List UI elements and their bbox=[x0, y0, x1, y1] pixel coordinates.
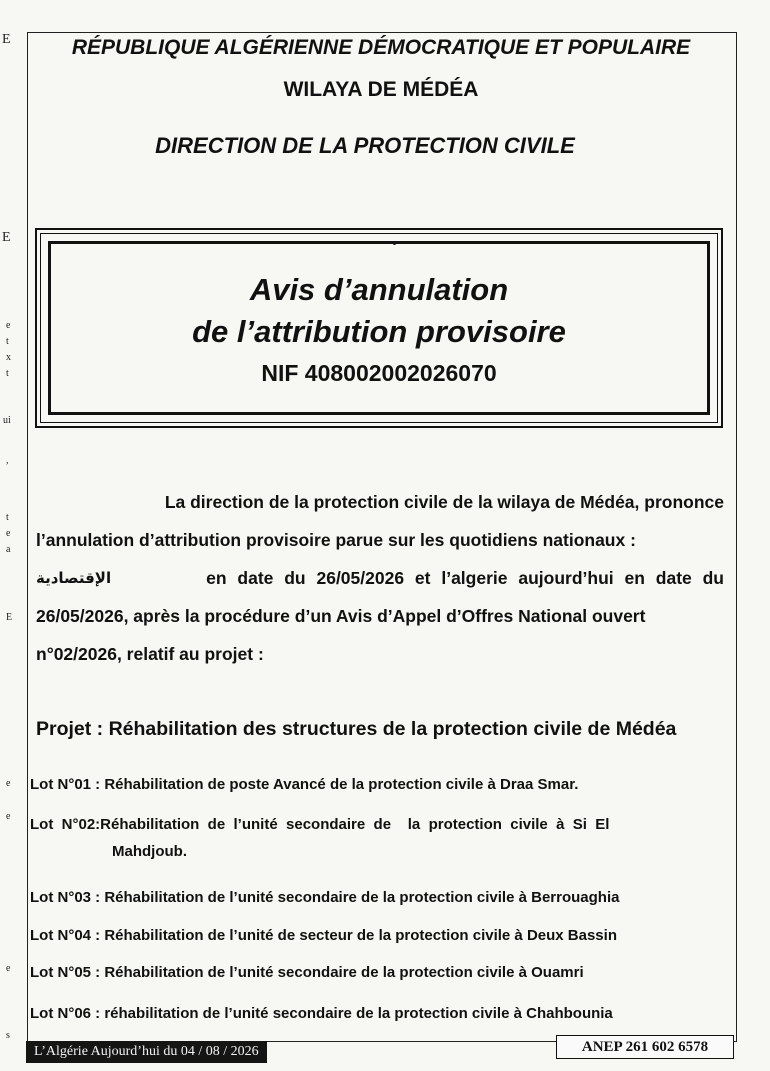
republic-heading: RÉPUBLIQUE ALGÉRIENNE DÉMOCRATIQUE ET POPULAIRE bbox=[71, 36, 691, 59]
notice-title-line2: de l’attribution provisoire bbox=[192, 314, 566, 349]
fragment: e bbox=[6, 811, 11, 822]
fragment: E bbox=[2, 230, 11, 245]
lot-item: Lot N°02:Réhabilitation de l’unité secondaire de la protection civile à Si El Mahdjoub. bbox=[30, 816, 720, 860]
paragraph-line: الإقتصادية en date du 26/05/2026 et l’algerie aujourd’hui en date du bbox=[36, 559, 724, 597]
fragment: x bbox=[6, 352, 11, 363]
fragment: e bbox=[6, 963, 11, 974]
paragraph-line: 26/05/2026, après la procédure d’un Avis d’Appel d’Offres National ouvert bbox=[36, 606, 646, 626]
fragment: e bbox=[6, 528, 11, 539]
fragment: t bbox=[6, 336, 9, 347]
lot-item: Lot N°03 : Réhabilitation de l’unité secondaire de la protection civile à Berrouaghia bbox=[30, 889, 620, 906]
paragraph-line: La direction de la protection civile de la wilaya de Médéa, prononce bbox=[164, 492, 724, 512]
wilaya-heading: WILAYA DE MÉDÉA bbox=[283, 78, 479, 101]
fragment: a bbox=[6, 544, 11, 555]
project-title: Projet : Réhabilitation des structures de la protection civile de Médéa bbox=[36, 718, 677, 740]
lot-continuation: Mahdjoub. bbox=[112, 843, 187, 860]
paragraph-line: n°02/2026, relatif au projet : bbox=[36, 644, 264, 664]
publication-source: L’Algérie Aujourd’hui du 04 / 08 / 2026 bbox=[26, 1041, 267, 1063]
direction-heading: DIRECTION DE LA PROTECTION CIVILE bbox=[155, 133, 575, 158]
lot-item: Lot N°01 : Réhabilitation de poste Avancé de la protection civile à Draa Smar. bbox=[30, 776, 579, 793]
paragraph-line: l’annulation d’attribution provisoire parue sur les quotidiens nationaux : bbox=[36, 530, 636, 550]
lot-item: Lot N°06 : réhabilitation de l’unité secondaire de la protection civile à Chahbounia bbox=[30, 1005, 613, 1022]
fragment: t bbox=[6, 512, 9, 523]
fragment: t bbox=[6, 368, 9, 379]
lot-item: Lot N°05 : Réhabilitation de l’unité secondaire de la protection civile à Ouamri bbox=[30, 964, 584, 981]
adjacent-column-fragments bbox=[0, 0, 22, 1071]
fragment: s bbox=[6, 1030, 10, 1041]
notice-title-line1: Avis d’annulation bbox=[249, 272, 509, 307]
anep-reference: ANEP 261 602 6578 bbox=[556, 1035, 734, 1059]
arabic-newspaper-name: الإقتصادية bbox=[36, 569, 112, 587]
fragment: ui bbox=[3, 415, 11, 426]
notice-title-box bbox=[35, 228, 723, 428]
fragment: E bbox=[6, 612, 13, 623]
fragment: e bbox=[6, 778, 11, 789]
fragment: E bbox=[2, 32, 11, 47]
notice-paragraph bbox=[36, 483, 724, 673]
fragment: e bbox=[6, 320, 11, 331]
fragment: , bbox=[6, 455, 9, 466]
nif-number: NIF 408002002026070 bbox=[261, 360, 497, 386]
lot-item: Lot N°04 : Réhabilitation de l’unité de secteur de la protection civile à Deux Bassin bbox=[30, 927, 617, 944]
